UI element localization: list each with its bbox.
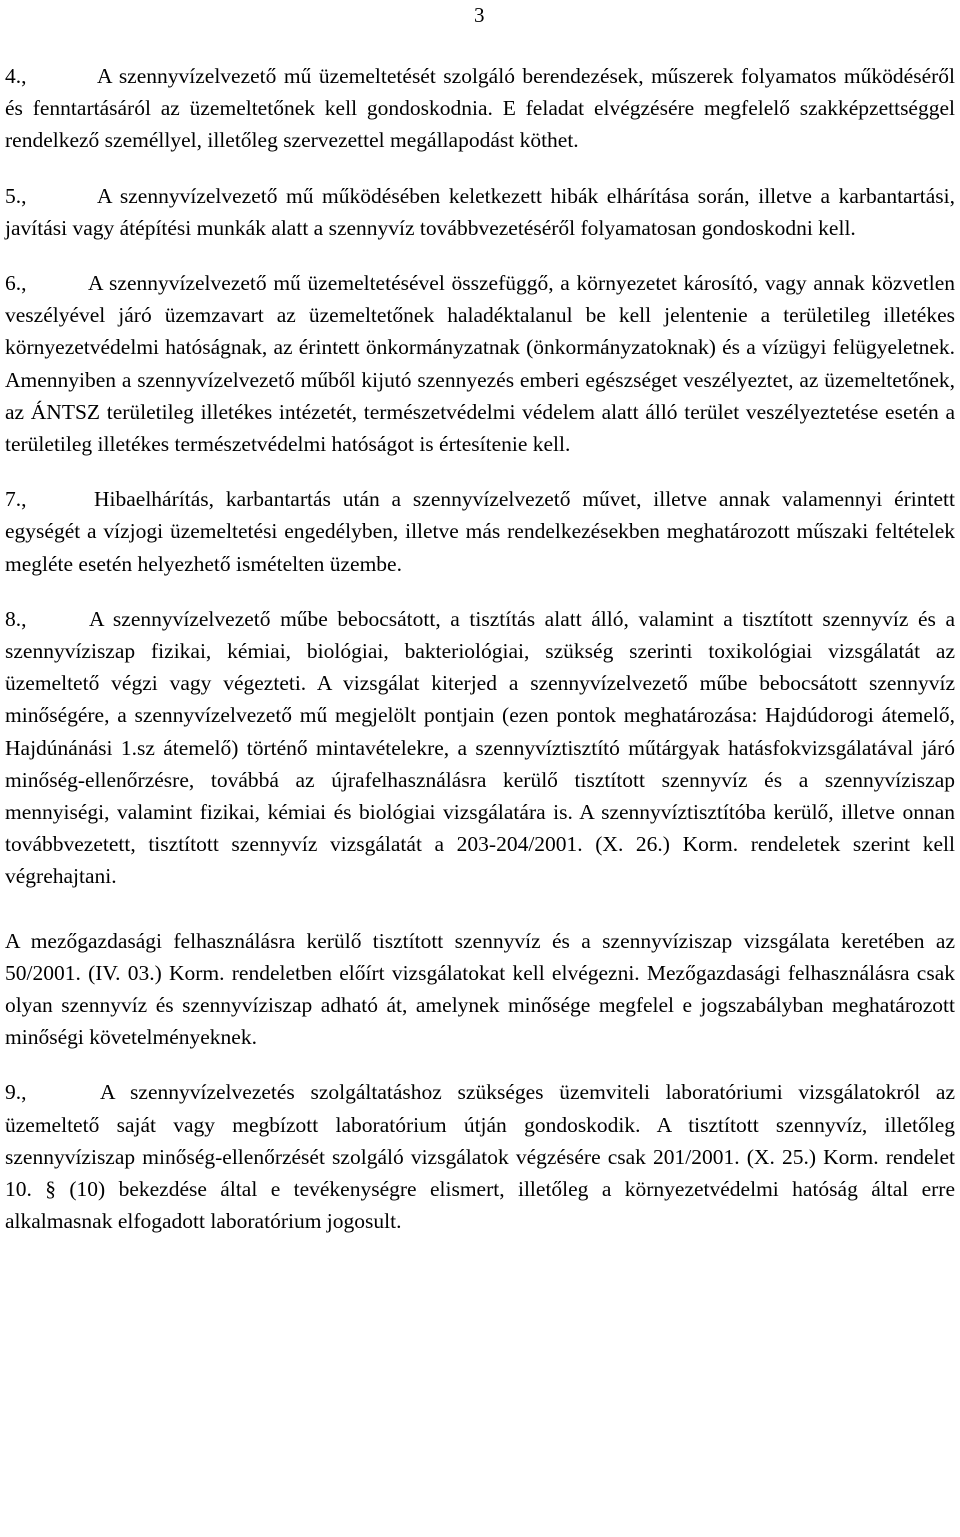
paragraph-number: 5., (5, 183, 27, 208)
document-body (5, 60, 955, 1261)
paragraph-7 (5, 483, 955, 580)
paragraph-6 (5, 267, 955, 460)
paragraph-text: A szennyvízelvezetés szolgáltatáshoz szükséges üzemviteli laboratóriumi vizsgálatokról az üzemeltető saját vagy megbízott laboratórium útján gondoskodik. A tisztított szennyvíz, illetőleg szennyvíziszap minőség-ellenőrzését szolgáló vizsgálatok végzésére csak 201/2001. (X. 25.) Korm. rendelet 10. § (10) bekezdése által e tevékenységre elismert, illetőleg a környezetvédelmi hatóság által erre alkalmasnak elfogadott laboratórium jogosult. (5, 1080, 955, 1234)
paragraph-number: 6., (5, 271, 27, 296)
paragraph-text: A szennyvízelvezető mű üzemeltetésével összefüggő, a környezetet károsító, vagy annak közvetlen veszélyével járó üzemzavart az üzemeltetőnek haladéktalanul be kell jelentenie a területileg illetékes környezetvédelmi hatóságnak, az érintett önkormányzatnak (önkormányzatoknak) és a vízügyi felügyeletnek. Amennyiben a szennyvízelvezető műből kijutó szennyezés emberi egészséget veszélyeztet, az üzemeltetőnek, az ÁNTSZ területileg illetékes intézetét, természetvédelmi védelem alatt álló terület veszélyeztetése esetén a területileg illetékes természetvédelmi hatóságot is értesítenie kell. (5, 271, 955, 457)
paragraph-4 (5, 60, 955, 157)
paragraph-8 (5, 603, 955, 893)
page-number: 3 (474, 3, 485, 27)
paragraph-text: A szennyvízelvezető műbe bebocsátott, a tisztítás alatt álló, valamint a tisztított szennyvíz és a szennyvíziszap fizikai, kémiai, biológiai, bakteriológiai, szükség szerinti toxikológiai vizsgálatát az üzemeltető végzi vagy végezteti. A vizsgálat kiterjed a szennyvízelvezető műbe bebocsátott szennyvíz minőségére, a szennyvízelvezető mű megjelölt pontjain (ezen pontok meghatározása: Hajdúdorogi átemelő, Hajdúnánási 1.sz átemelő) történő mintavételekre, a szennyvíztisztító műtárgyak hatásfokvizsgálatával járó minőség-ellenőrzésre, továbbá az újrafelhasználásra kerülő tisztított szennyvíz és a szennyvíziszap mennyiségi, valamint fizikai, kémiai és biológiai vizsgálatára is. A szennyvíztisztítóba kerülő, illetve onnan továbbvezetett, tisztított szennyvíz vizsgálatát a 203-204/2001. (X. 26.) Korm. rendeletek szerint kell végrehajtani. (5, 606, 955, 889)
paragraph-number: 9., (5, 1080, 27, 1105)
paragraph-number: 7., (5, 487, 27, 512)
paragraph-number: 4., (5, 64, 27, 88)
paragraph-9 (5, 1076, 955, 1237)
paragraph-5 (5, 180, 955, 244)
paragraph-number: 8., (5, 606, 27, 631)
paragraph-text: A szennyvízelvezető mű működésében keletkezett hibák elhárítása során, illetve a karbantartási, javítási vagy átépítési munkák alatt a szennyvíz továbbvezetéséről folyamatosan gondoskodni kell. (5, 183, 955, 240)
paragraph-text: A szennyvízelvezető mű üzemeltetését szolgáló berendezések, műszerek folyamatos működéséről és fenntartásáról az üzemeltetőnek kell gondoskodnia. E feladat elvégzésére megfelelő szakképzettséggel rendelkező személlyel, illetőleg szervezettel megállapodást köthet. (5, 64, 955, 153)
paragraph-text: Hibaelhárítás, karbantartás után a szennyvízelvezető művet, illetve annak valamennyi érintett egységét a vízjogi üzemeltetési engedélyben, illetve más rendelkezésekben meghatározott műszaki feltételek megléte esetén helyezhető ismételten üzembe. (5, 487, 955, 576)
paragraph-text: A mezőgazdasági felhasználásra kerülő tisztított szennyvíz és a szennyvíziszap vizsgálata keretében az 50/2001. (IV. 03.) Korm. rendeletben előírt vizsgálatokat kell elvégezni. Mezőgazdasági felhasználásra csak olyan szennyvíz és szennyvíziszap adható át, amelynek minősége megfelel e jogszabályban meghatározott minőségi követelményeknek. (5, 928, 955, 1050)
paragraph-8-continuation (5, 925, 955, 1054)
